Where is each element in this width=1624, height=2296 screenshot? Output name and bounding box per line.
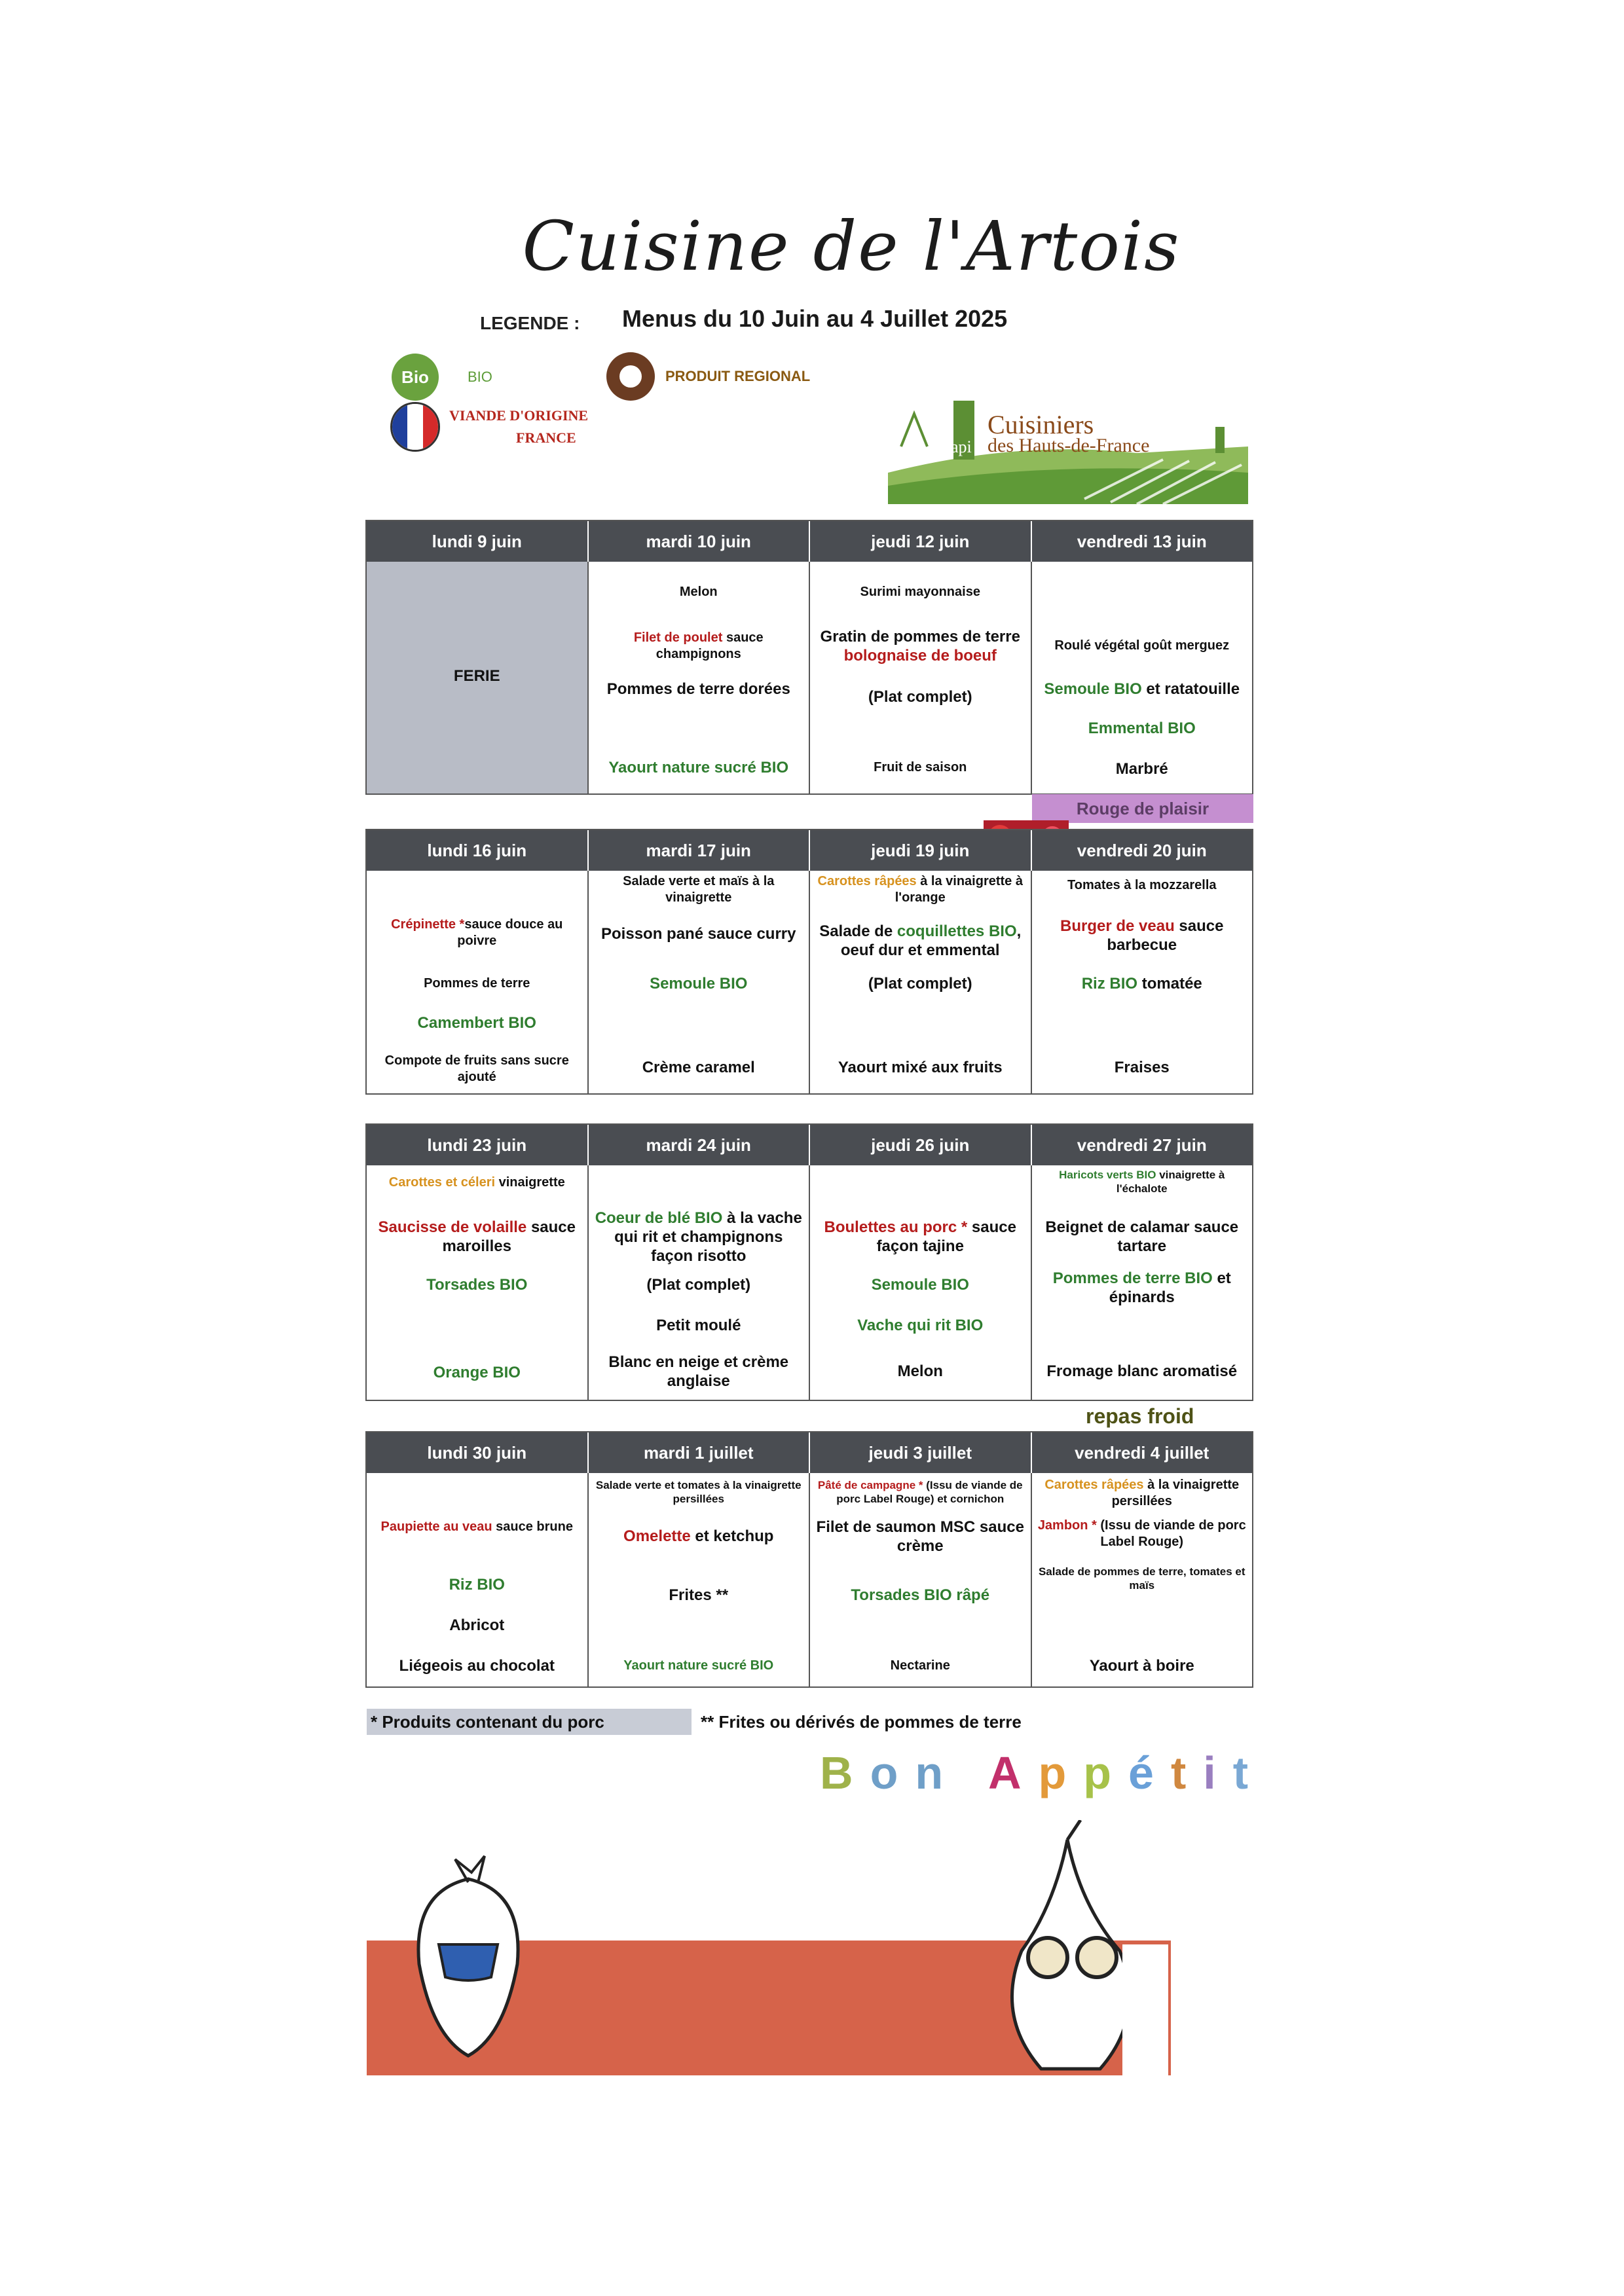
bon-appetit-letter: t <box>1232 1747 1266 1798</box>
legend-label: LEGENDE : <box>480 313 580 333</box>
bon-appetit-letter: A <box>987 1747 1039 1798</box>
strawberry-illustration <box>393 1853 544 2062</box>
menu-cell <box>1032 562 1253 793</box>
dish-main: Beignet de calamar sauce tartare <box>1045 1218 1239 1255</box>
dish-starter: Salade verte et tomates à la vinaigrette persillées <box>595 1479 802 1505</box>
dish-dessert: Marbré <box>1115 760 1168 778</box>
dish-main: Jambon * (Issu de viande de porc Label Rouge) <box>1037 1518 1246 1549</box>
dish-dessert: Melon <box>897 1362 943 1380</box>
regional-product-icon <box>606 352 655 401</box>
dish-cheese: Petit moulé <box>656 1317 741 1334</box>
dish-dessert: Yaourt nature sucré BIO <box>608 759 789 776</box>
day-header: vendredi 13 juin <box>1077 531 1207 551</box>
legend-regional <box>606 352 810 401</box>
day-header: jeudi 26 juin <box>810 1125 1032 1165</box>
day-header: mardi 17 juin <box>589 830 811 871</box>
dish-dessert: Fraises <box>1114 1059 1170 1076</box>
repas-froid-label: repas froid <box>1086 1404 1194 1428</box>
bon-appetit-letter: é <box>1128 1747 1171 1798</box>
bio-badge-icon: Bio <box>392 354 439 401</box>
page-title: Cuisine de l'Artois <box>522 206 1181 286</box>
dish-main: Filet de saumon MSC sauce crème <box>816 1518 1024 1555</box>
dish-side: Torsades BIO râpé <box>851 1586 990 1604</box>
dish-main: Salade de coquillettes BIO, oeuf dur et emmental <box>819 922 1022 959</box>
week-1-header <box>367 521 1252 562</box>
menu-period: Menus du 10 Juin au 4 Juillet 2025 <box>622 305 1008 332</box>
menu-cell <box>1032 871 1253 1093</box>
api-footer-tag <box>1122 1944 1168 2075</box>
bon-appetit-letter: o <box>870 1747 915 1798</box>
dish-dessert: Nectarine <box>890 1658 950 1673</box>
dish-starter: Haricots verts BIO vinaigrette à l'échalote <box>1059 1169 1225 1195</box>
day-header: vendredi 4 juillet <box>1075 1442 1209 1463</box>
dish-dessert: Liégeois au chocolat <box>399 1657 555 1675</box>
dish-side: Torsades BIO <box>426 1276 528 1294</box>
dish-side: Riz BIO tomatée <box>1081 975 1202 993</box>
dish-side: Pommes de terre dorées <box>606 680 790 698</box>
dish-note: (Plat complet) <box>868 688 972 706</box>
legend-viande <box>390 402 588 452</box>
dish-dessert: Fruit de saison <box>874 760 967 774</box>
day-header: vendredi 20 juin <box>1077 840 1207 860</box>
day-header: mardi 1 juillet <box>589 1432 811 1473</box>
rouge-de-plaisir-label: Rouge de plaisir <box>1032 794 1253 823</box>
day-header: lundi 23 juin <box>367 1125 589 1165</box>
menu-cell <box>810 871 1032 1093</box>
bon-appetit-letter: p <box>1083 1747 1129 1798</box>
dish-main: Crépinette *sauce douce au poivre <box>391 917 563 948</box>
menu-cell <box>589 871 811 1093</box>
dish-side: Semoule BIO <box>871 1276 969 1294</box>
menu-cell <box>810 1473 1032 1686</box>
dish-main: Gratin de pommes de terre bolognaise de boeuf <box>820 628 1020 665</box>
menu-cell <box>589 562 811 793</box>
menu-cell <box>589 1165 811 1400</box>
logo-line2: des Hauts-de-France <box>987 435 1150 456</box>
dish-main: Paupiette au veau sauce brune <box>380 1520 573 1534</box>
dish-side: Riz BIO <box>449 1576 505 1594</box>
french-flag-icon <box>390 402 440 452</box>
dish-cheese: Vache qui rit BIO <box>857 1317 984 1334</box>
week-4-header <box>367 1432 1252 1473</box>
menu-cell <box>367 1165 589 1400</box>
dish-dessert: Blanc en neige et crème anglaise <box>608 1353 789 1390</box>
dish-main: Burger de veau sauce barbecue <box>1060 917 1224 954</box>
day-header: lundi 16 juin <box>367 830 589 871</box>
menu-cell <box>367 871 589 1093</box>
dish-starter: Salade verte et maïs à la vinaigrette <box>623 874 775 905</box>
menu-cell <box>810 1165 1032 1400</box>
legend-viande-line1: VIANDE D'ORIGINE <box>449 407 589 424</box>
dish-main: Coeur de blé BIO à la vache qui rit et champignons façon risotto <box>595 1209 802 1265</box>
dish-starter: Surimi mayonnaise <box>860 585 980 599</box>
ferie-label: FERIE <box>453 667 500 685</box>
dish-starter: Carottes et céleri vinaigrette <box>388 1175 565 1190</box>
week-2-header <box>367 830 1252 871</box>
menu-cell <box>810 562 1032 793</box>
dish-dessert: Fromage blanc aromatisé <box>1046 1362 1238 1380</box>
bon-appetit-letter: i <box>1203 1747 1233 1798</box>
legend-bio <box>392 354 492 401</box>
week-3-table <box>365 1123 1253 1401</box>
dish-main: Omelette et ketchup <box>623 1527 774 1545</box>
dish-side: Pommes de terre BIO et épinards <box>1052 1269 1231 1306</box>
dish-dessert: Yaourt à boire <box>1089 1657 1194 1675</box>
bon-appetit-letter: t <box>1170 1747 1204 1798</box>
dish-dessert: Orange BIO <box>433 1364 521 1381</box>
dish-cheese: Camembert BIO <box>417 1014 536 1032</box>
dish-starter: Carottes râpées à la vinaigrette persillées <box>1044 1478 1240 1508</box>
dish-side: Semoule BIO et ratatouille <box>1044 680 1240 698</box>
dish-dessert: Compote de fruits sans sucre ajouté <box>384 1053 569 1084</box>
dish-side: Salade de pommes de terre, tomates et maïs <box>1038 1565 1246 1592</box>
dish-side: Semoule BIO <box>650 975 748 993</box>
dish-dessert: Yaourt nature sucré BIO <box>623 1658 774 1673</box>
dish-main: Poisson pané sauce curry <box>601 925 796 943</box>
footnote-frites: ** Frites ou dérivés de pommes de terre <box>701 1712 1022 1732</box>
dish-starter: Tomates à la mozzarella <box>1067 878 1217 892</box>
logo-line1: Cuisiniers <box>987 410 1094 439</box>
day-header: lundi 9 juin <box>367 521 589 562</box>
dish-fruit: Abricot <box>449 1616 505 1634</box>
dish-main: Boulettes au porc * sauce façon tajine <box>824 1218 1016 1255</box>
dish-dessert: Crème caramel <box>642 1059 755 1076</box>
menu-cell <box>367 562 589 793</box>
bon-appetit-letter: n <box>915 1747 961 1798</box>
dish-side: Pommes de terre <box>424 976 530 991</box>
day-header: jeudi 19 juin <box>810 830 1032 871</box>
bon-appetit-letter: p <box>1038 1747 1084 1798</box>
day-header: vendredi 27 juin <box>1077 1135 1207 1155</box>
dish-side: Frites ** <box>669 1586 729 1604</box>
dish-dessert: Yaourt mixé aux fruits <box>838 1059 1003 1076</box>
dish-note: (Plat complet) <box>868 975 972 993</box>
dish-starter: Melon <box>679 585 718 599</box>
footnote-porc: * Produits contenant du porc <box>367 1709 692 1735</box>
menu-cell <box>367 1473 589 1686</box>
menu-cell <box>589 1473 811 1686</box>
dish-note: (Plat complet) <box>646 1276 751 1294</box>
legend-viande-line2: FRANCE <box>516 429 576 446</box>
dish-cheese: Emmental BIO <box>1088 720 1196 737</box>
legend-regional-label: PRODUIT REGIONAL <box>665 368 811 384</box>
dish-main: Saucisse de volaille sauce maroilles <box>378 1218 576 1255</box>
week-3-header <box>367 1125 1252 1165</box>
menu-cell <box>1032 1165 1253 1400</box>
week-1-table <box>365 520 1253 795</box>
day-header: jeudi 12 juin <box>810 521 1032 562</box>
day-header: jeudi 3 juillet <box>810 1432 1032 1473</box>
bon-appetit-letter: B <box>820 1747 870 1798</box>
week-2-table <box>365 829 1253 1095</box>
dish-starter: Pâté de campagne * (Issu de viande de porc Label Rouge) et cornichon <box>817 1479 1023 1505</box>
bon-appetit-letter <box>960 1747 988 1798</box>
dish-main: Roulé végétal goût merguez <box>1054 638 1230 653</box>
bon-appetit-text <box>820 1747 1265 1799</box>
day-header: mardi 24 juin <box>589 1125 811 1165</box>
week-4-table <box>365 1431 1253 1688</box>
legend-bio-label: BIO <box>468 369 492 385</box>
day-header: lundi 30 juin <box>367 1432 589 1473</box>
api-logo-mark: api <box>951 437 972 456</box>
dish-starter: Carottes râpées à la vinaigrette à l'orange <box>817 874 1023 905</box>
menu-cell <box>1032 1473 1253 1686</box>
day-header: mardi 10 juin <box>589 521 811 562</box>
dish-main: Filet de poulet sauce champignons <box>633 630 764 661</box>
